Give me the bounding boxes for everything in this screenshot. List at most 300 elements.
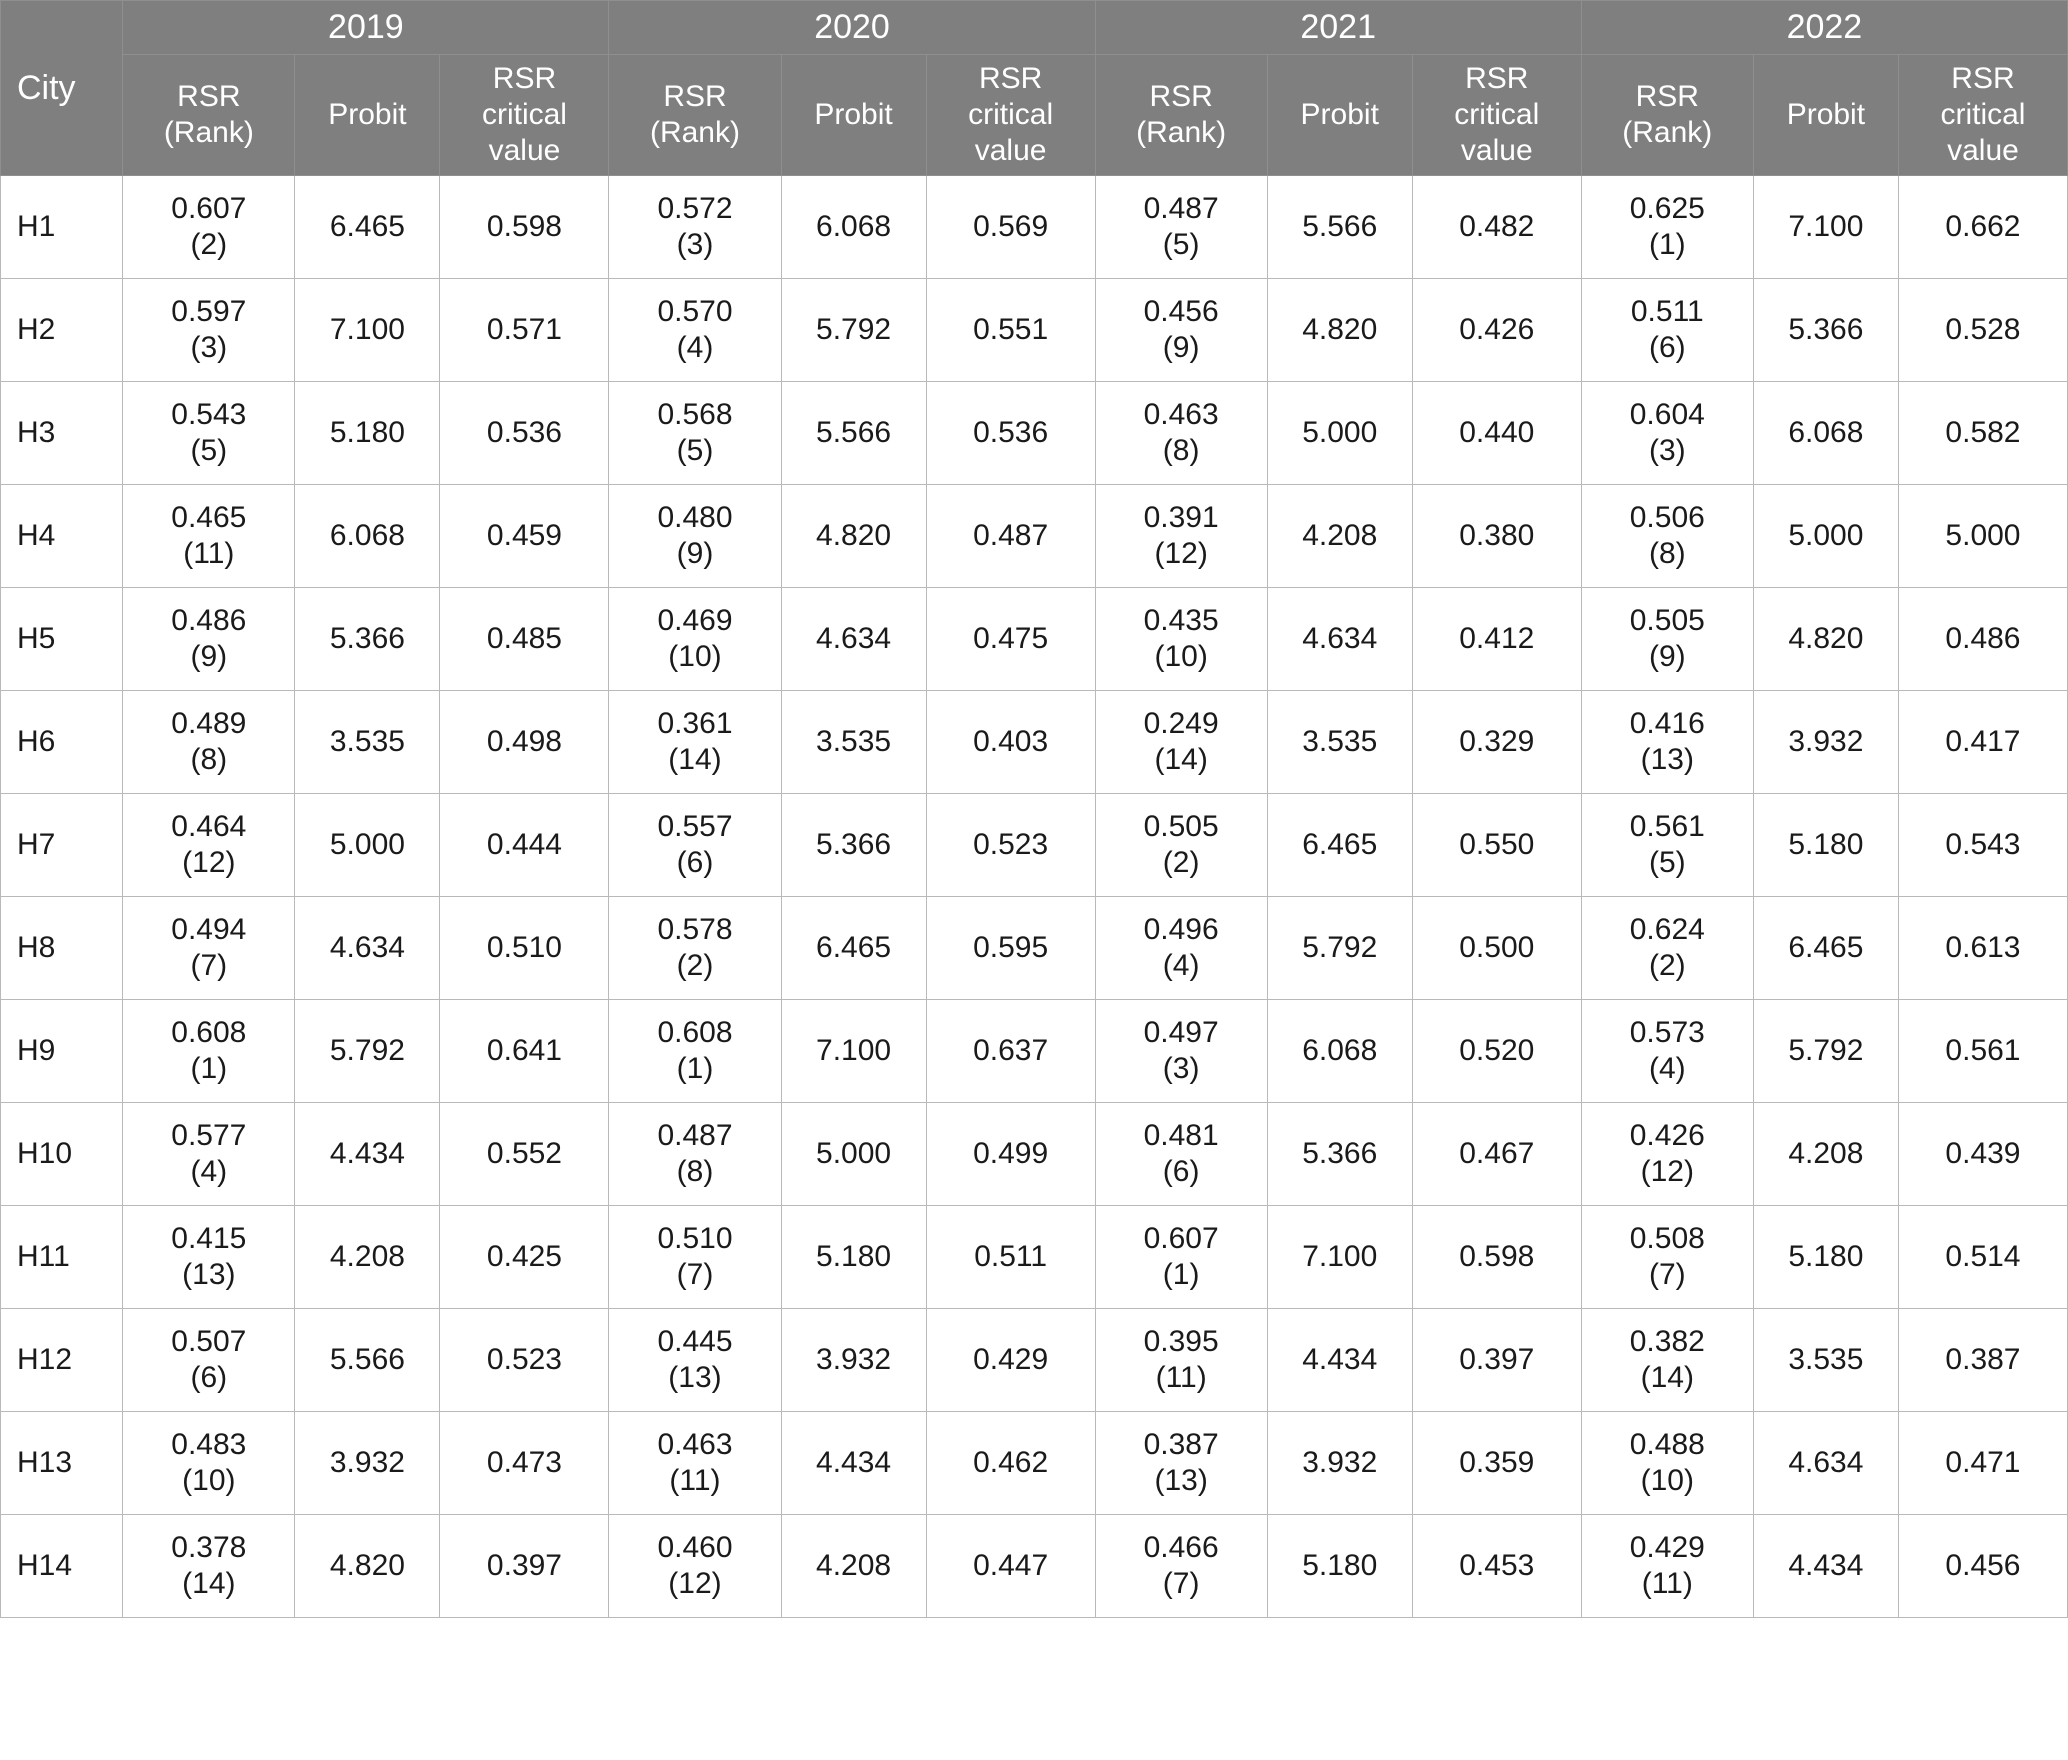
rank-value: (6) [1162,1155,1200,1189]
rsr-value: 0.416 [1629,706,1705,740]
cell-rsr-critical-value: 0.528 [1898,279,2067,382]
critical-label-line3: value [1947,134,2019,168]
rank-value: (8) [676,1155,714,1189]
cell-rsr-critical-value: 0.462 [926,1412,1095,1515]
rsr-value: 0.608 [657,1015,733,1049]
rsr-value: 0.496 [1143,912,1219,946]
cell-rsr-critical-value: 0.662 [1898,176,2067,279]
cell-city: H14 [1,1515,123,1618]
table-row [1,1309,2068,1412]
cell-probit: 5.180 [295,382,440,485]
cell-city: H3 [1,382,123,485]
rsr-value: 0.510 [657,1221,733,1255]
column-header-rsr-rank-2019 [123,55,295,176]
cell-probit: 5.000 [1753,485,1898,588]
cell-rsr-rank [609,794,781,897]
cell-rsr-critical-value: 0.523 [926,794,1095,897]
cell-city: H4 [1,485,123,588]
cell-rsr-critical-value: 0.359 [1412,1412,1581,1515]
column-header-year-2022: 2022 [1581,1,2067,55]
critical-label-line1: RSR [1465,62,1529,96]
rank-value: (11) [669,1464,721,1498]
cell-rsr-rank [1581,279,1753,382]
cell-rsr-rank [123,1206,295,1309]
column-header-probit-2022: Probit [1753,55,1898,176]
rank-value: (9) [1162,331,1200,365]
cell-rsr-critical-value: 0.439 [1898,1103,2067,1206]
rsr-value: 0.387 [1143,1427,1219,1461]
rsr-value: 0.543 [171,397,247,431]
rank-value: (8) [1162,434,1200,468]
cell-probit: 6.465 [295,176,440,279]
cell-probit: 4.208 [1267,485,1412,588]
column-header-probit-2021: Probit [1267,55,1412,176]
rsr-value: 0.415 [171,1221,247,1255]
cell-probit: 5.000 [295,794,440,897]
column-header-probit-2019: Probit [295,55,440,176]
cell-rsr-critical-value: 0.329 [1412,691,1581,794]
rank-value: (13) [1640,743,1694,777]
header-row-years [1,1,2068,55]
rsr-value: 0.249 [1143,706,1219,740]
cell-probit: 5.366 [295,588,440,691]
rsr-label: RSR [663,80,727,114]
cell-rsr-rank [609,1412,781,1515]
column-header-rsr-rank-2020 [609,55,781,176]
rsr-value: 0.465 [171,500,247,534]
cell-rsr-rank [123,1103,295,1206]
rsr-value: 0.508 [1629,1221,1705,1255]
cell-rsr-rank [609,1515,781,1618]
rank-value: (14) [668,743,722,777]
cell-probit: 6.068 [1267,1000,1412,1103]
rsr-value: 0.460 [657,1530,733,1564]
table-row [1,485,2068,588]
cell-probit: 5.792 [781,279,926,382]
rank-value: (12) [668,1567,722,1601]
cell-probit: 3.535 [295,691,440,794]
cell-probit: 5.792 [1753,1000,1898,1103]
rank-value: (10) [1154,640,1208,674]
rank-value: (10) [1640,1464,1694,1498]
rsr-value: 0.480 [657,500,733,534]
cell-probit: 3.932 [781,1309,926,1412]
cell-rsr-critical-value: 0.498 [440,691,609,794]
cell-rsr-critical-value: 0.417 [1898,691,2067,794]
table-row [1,1103,2068,1206]
cell-rsr-rank [123,485,295,588]
cell-rsr-rank [1095,1103,1267,1206]
rank-value: (14) [1154,743,1208,777]
rank-value: (9) [1648,640,1686,674]
rank-value: (7) [190,949,228,983]
rank-value: (5) [1162,228,1200,262]
rsr-value: 0.497 [1143,1015,1219,1049]
cell-city: H7 [1,794,123,897]
rsr-value: 0.488 [1629,1427,1705,1461]
cell-rsr-rank [123,897,295,1000]
rank-value: (4) [676,331,714,365]
cell-rsr-rank [609,897,781,1000]
rank-value: (10) [182,1464,236,1498]
cell-probit: 5.180 [1753,1206,1898,1309]
cell-rsr-critical-value: 0.426 [1412,279,1581,382]
cell-rsr-rank [609,691,781,794]
rsr-value: 0.445 [657,1324,733,1358]
cell-probit: 4.634 [295,897,440,1000]
table-row [1,1412,2068,1515]
cell-rsr-critical-value: 0.403 [926,691,1095,794]
rank-label: (Rank) [163,116,254,150]
cell-rsr-rank [1581,1309,1753,1412]
cell-rsr-rank [1581,1412,1753,1515]
cell-rsr-rank [1095,1309,1267,1412]
cell-probit: 4.820 [1267,279,1412,382]
cell-rsr-critical-value: 0.552 [440,1103,609,1206]
cell-city: H11 [1,1206,123,1309]
cell-rsr-rank [609,382,781,485]
cell-rsr-rank [609,176,781,279]
cell-rsr-rank [609,1206,781,1309]
cell-rsr-critical-value: 0.598 [440,176,609,279]
rsr-label: RSR [177,80,241,114]
cell-city: H12 [1,1309,123,1412]
rsr-value: 0.494 [171,912,247,946]
cell-rsr-critical-value: 0.473 [440,1412,609,1515]
cell-probit: 4.434 [1753,1515,1898,1618]
rsr-value: 0.464 [171,809,247,843]
rsr-value: 0.573 [1629,1015,1705,1049]
rsr-value: 0.577 [171,1118,247,1152]
rsr-value: 0.561 [1629,809,1705,843]
cell-rsr-critical-value: 0.595 [926,897,1095,1000]
cell-rsr-critical-value: 0.467 [1412,1103,1581,1206]
rsr-value: 0.511 [1630,294,1704,328]
cell-rsr-rank [123,382,295,485]
cell-rsr-critical-value: 0.536 [926,382,1095,485]
rank-value: (7) [1648,1258,1686,1292]
rsr-value: 0.469 [657,603,733,637]
rank-value: (13) [1154,1464,1208,1498]
rsr-value: 0.463 [657,1427,733,1461]
table-row [1,279,2068,382]
rank-value: (7) [676,1258,714,1292]
critical-label-line1: RSR [492,62,557,96]
rsr-label: RSR [1149,80,1213,114]
cell-probit: 7.100 [781,1000,926,1103]
cell-rsr-critical-value: 0.429 [926,1309,1095,1412]
rank-value: (9) [190,640,228,674]
rank-value: (5) [1648,846,1686,880]
rsr-value: 0.578 [657,912,733,946]
rsr-value: 0.507 [171,1324,247,1358]
cell-rsr-rank [1095,1206,1267,1309]
rsr-value: 0.505 [1629,603,1705,637]
cell-rsr-rank [123,1000,295,1103]
rank-value: (1) [190,1052,228,1086]
rank-value: (3) [190,331,228,365]
cell-rsr-rank [1095,485,1267,588]
cell-rsr-critical-value: 0.499 [926,1103,1095,1206]
cell-rsr-rank [123,794,295,897]
rsr-value: 0.624 [1629,912,1705,946]
cell-rsr-critical-value: 0.453 [1412,1515,1581,1618]
cell-probit: 5.180 [781,1206,926,1309]
cell-rsr-critical-value: 0.543 [1898,794,2067,897]
rank-value: (12) [1640,1155,1694,1189]
cell-rsr-critical-value: 0.444 [440,794,609,897]
critical-label-line2: critical [1940,98,2026,132]
cell-rsr-critical-value: 5.000 [1898,485,2067,588]
rsr-value: 0.361 [657,706,733,740]
rsr-value: 0.557 [657,809,733,843]
cell-probit: 3.535 [1753,1309,1898,1412]
cell-probit: 4.434 [1267,1309,1412,1412]
cell-rsr-critical-value: 0.500 [1412,897,1581,1000]
cell-probit: 6.465 [781,897,926,1000]
rank-value: (6) [190,1361,228,1395]
cell-rsr-critical-value: 0.486 [1898,588,2067,691]
cell-city: H6 [1,691,123,794]
rank-value: (6) [676,846,714,880]
cell-rsr-rank [1095,1515,1267,1618]
cell-rsr-rank [1095,382,1267,485]
cell-rsr-critical-value: 0.536 [440,382,609,485]
rank-value: (14) [182,1567,236,1601]
cell-city: H1 [1,176,123,279]
rsr-value: 0.570 [657,294,733,328]
cell-rsr-critical-value: 0.569 [926,176,1095,279]
rank-value: (2) [190,228,228,262]
cell-rsr-rank [123,176,295,279]
rsr-value: 0.481 [1143,1118,1219,1152]
table-row [1,794,2068,897]
rsr-value: 0.608 [171,1015,247,1049]
cell-rsr-rank [1095,897,1267,1000]
cell-rsr-critical-value: 0.487 [926,485,1095,588]
cell-probit: 4.208 [295,1206,440,1309]
cell-rsr-rank [123,1412,295,1515]
rank-value: (8) [190,743,228,777]
cell-city: H9 [1,1000,123,1103]
header-row-metrics [1,55,2068,176]
table-row [1,588,2068,691]
critical-label-line3: value [488,134,561,168]
rank-value: (1) [1162,1258,1200,1292]
cell-rsr-critical-value: 0.511 [926,1206,1095,1309]
cell-rsr-rank [1095,176,1267,279]
cell-probit: 7.100 [1753,176,1898,279]
rank-value: (2) [1648,949,1686,983]
cell-rsr-rank [609,1309,781,1412]
cell-probit: 4.820 [295,1515,440,1618]
cell-rsr-critical-value: 0.380 [1412,485,1581,588]
column-header-city: City [1,1,123,176]
rsr-value: 0.426 [1629,1118,1705,1152]
column-header-critical-2020 [926,55,1095,176]
rsr-value: 0.604 [1629,397,1705,431]
cell-probit: 5.792 [1267,897,1412,1000]
rank-value: (4) [1162,949,1200,983]
table-row [1,1515,2068,1618]
cell-rsr-critical-value: 0.551 [926,279,1095,382]
cell-probit: 5.566 [295,1309,440,1412]
cell-rsr-critical-value: 0.582 [1898,382,2067,485]
rsr-label: RSR [1635,80,1699,114]
rank-value: (14) [1640,1361,1694,1395]
cell-rsr-critical-value: 0.550 [1412,794,1581,897]
rsr-value: 0.463 [1143,397,1219,431]
cell-probit: 5.180 [1753,794,1898,897]
rsr-value: 0.625 [1629,191,1705,225]
cell-probit: 4.434 [295,1103,440,1206]
rank-label: (Rank) [649,116,740,150]
rsr-value: 0.506 [1629,500,1705,534]
cell-rsr-rank [609,588,781,691]
column-header-year-2020: 2020 [609,1,1095,55]
rsr-value: 0.391 [1143,500,1219,534]
cell-rsr-critical-value: 0.440 [1412,382,1581,485]
cell-probit: 4.208 [781,1515,926,1618]
cell-probit: 4.634 [1267,588,1412,691]
rank-label: (Rank) [1622,116,1713,150]
cell-rsr-rank [123,691,295,794]
cell-rsr-rank [609,279,781,382]
cell-rsr-critical-value: 0.637 [926,1000,1095,1103]
cell-probit: 5.180 [1267,1515,1412,1618]
rsr-value: 0.483 [171,1427,247,1461]
cell-probit: 4.634 [1753,1412,1898,1515]
cell-rsr-rank [1095,279,1267,382]
rsr-value: 0.382 [1629,1324,1705,1358]
cell-rsr-rank [1095,1412,1267,1515]
cell-probit: 6.068 [295,485,440,588]
cell-rsr-critical-value: 0.641 [440,1000,609,1103]
cell-probit: 3.932 [295,1412,440,1515]
table-row [1,1000,2068,1103]
rank-value: (12) [182,846,236,880]
cell-rsr-critical-value: 0.475 [926,588,1095,691]
cell-rsr-rank [123,588,295,691]
cell-rsr-rank [609,485,781,588]
cell-rsr-rank [1581,176,1753,279]
cell-rsr-critical-value: 0.514 [1898,1206,2067,1309]
table-header [1,1,2068,176]
cell-rsr-critical-value: 0.387 [1898,1309,2067,1412]
cell-rsr-critical-value: 0.485 [440,588,609,691]
cell-rsr-critical-value: 0.598 [1412,1206,1581,1309]
rsr-value: 0.395 [1143,1324,1219,1358]
cell-probit: 6.465 [1267,794,1412,897]
column-header-critical-2021 [1412,55,1581,176]
rsr-value: 0.607 [171,191,247,225]
rsr-value: 0.597 [171,294,247,328]
rank-value: (2) [1162,846,1200,880]
rank-value: (2) [676,949,714,983]
cell-rsr-rank [1581,1103,1753,1206]
cell-probit: 3.932 [1267,1412,1412,1515]
rank-value: (11) [183,537,235,571]
cell-rsr-rank [1581,1515,1753,1618]
table-row [1,382,2068,485]
cell-rsr-critical-value: 0.397 [1412,1309,1581,1412]
cell-rsr-rank [1581,1000,1753,1103]
cell-city: H8 [1,897,123,1000]
cell-rsr-critical-value: 0.425 [440,1206,609,1309]
column-header-rsr-rank-2021 [1095,55,1267,176]
cell-city: H10 [1,1103,123,1206]
cell-probit: 5.000 [781,1103,926,1206]
critical-label-line2: critical [1454,98,1540,132]
cell-rsr-rank [123,1309,295,1412]
rank-value: (11) [1641,1567,1693,1601]
cell-probit: 5.000 [1267,382,1412,485]
rsr-value: 0.378 [171,1530,247,1564]
rsr-value: 0.572 [657,191,733,225]
table-row [1,1206,2068,1309]
cell-probit: 7.100 [295,279,440,382]
cell-rsr-critical-value: 0.482 [1412,176,1581,279]
cell-city: H2 [1,279,123,382]
rsr-value: 0.429 [1629,1530,1705,1564]
rank-value: (5) [190,434,228,468]
rank-value: (13) [182,1258,236,1292]
cell-rsr-critical-value: 0.412 [1412,588,1581,691]
rank-value: (1) [676,1052,714,1086]
rank-value: (1) [1648,228,1686,262]
cell-rsr-critical-value: 0.397 [440,1515,609,1618]
cell-rsr-rank [1095,1000,1267,1103]
cell-rsr-critical-value: 0.471 [1898,1412,2067,1515]
cell-probit: 3.535 [781,691,926,794]
cell-rsr-rank [609,1000,781,1103]
rsr-value: 0.487 [657,1118,733,1152]
cell-probit: 5.792 [295,1000,440,1103]
rsr-value: 0.486 [171,603,247,637]
cell-rsr-critical-value: 0.613 [1898,897,2067,1000]
column-header-rsr-rank-2022 [1581,55,1753,176]
rank-label: (Rank) [1136,116,1227,150]
column-header-critical-2022 [1898,55,2067,176]
cell-probit: 4.434 [781,1412,926,1515]
table-body [1,176,2068,1618]
cell-rsr-rank [1581,691,1753,794]
critical-label-line2: critical [481,98,567,132]
cell-rsr-rank [123,279,295,382]
cell-rsr-rank [1581,897,1753,1000]
cell-city: H5 [1,588,123,691]
cell-probit: 6.465 [1753,897,1898,1000]
rsr-value: 0.489 [171,706,247,740]
rank-value: (4) [1648,1052,1686,1086]
cell-rsr-critical-value: 0.571 [440,279,609,382]
cell-probit: 6.068 [1753,382,1898,485]
rsr-value: 0.487 [1143,191,1219,225]
cell-probit: 4.208 [1753,1103,1898,1206]
rank-value: (3) [676,228,714,262]
cell-rsr-critical-value: 0.523 [440,1309,609,1412]
critical-label-line3: value [974,134,1047,168]
rank-value: (8) [1648,537,1686,571]
rank-value: (12) [1154,537,1208,571]
cell-rsr-critical-value: 0.456 [1898,1515,2067,1618]
cell-rsr-critical-value: 0.520 [1412,1000,1581,1103]
column-header-year-2019: 2019 [123,1,609,55]
rank-value: (6) [1648,331,1686,365]
rsr-value: 0.456 [1143,294,1219,328]
cell-probit: 6.068 [781,176,926,279]
critical-label-line2: critical [968,98,1054,132]
